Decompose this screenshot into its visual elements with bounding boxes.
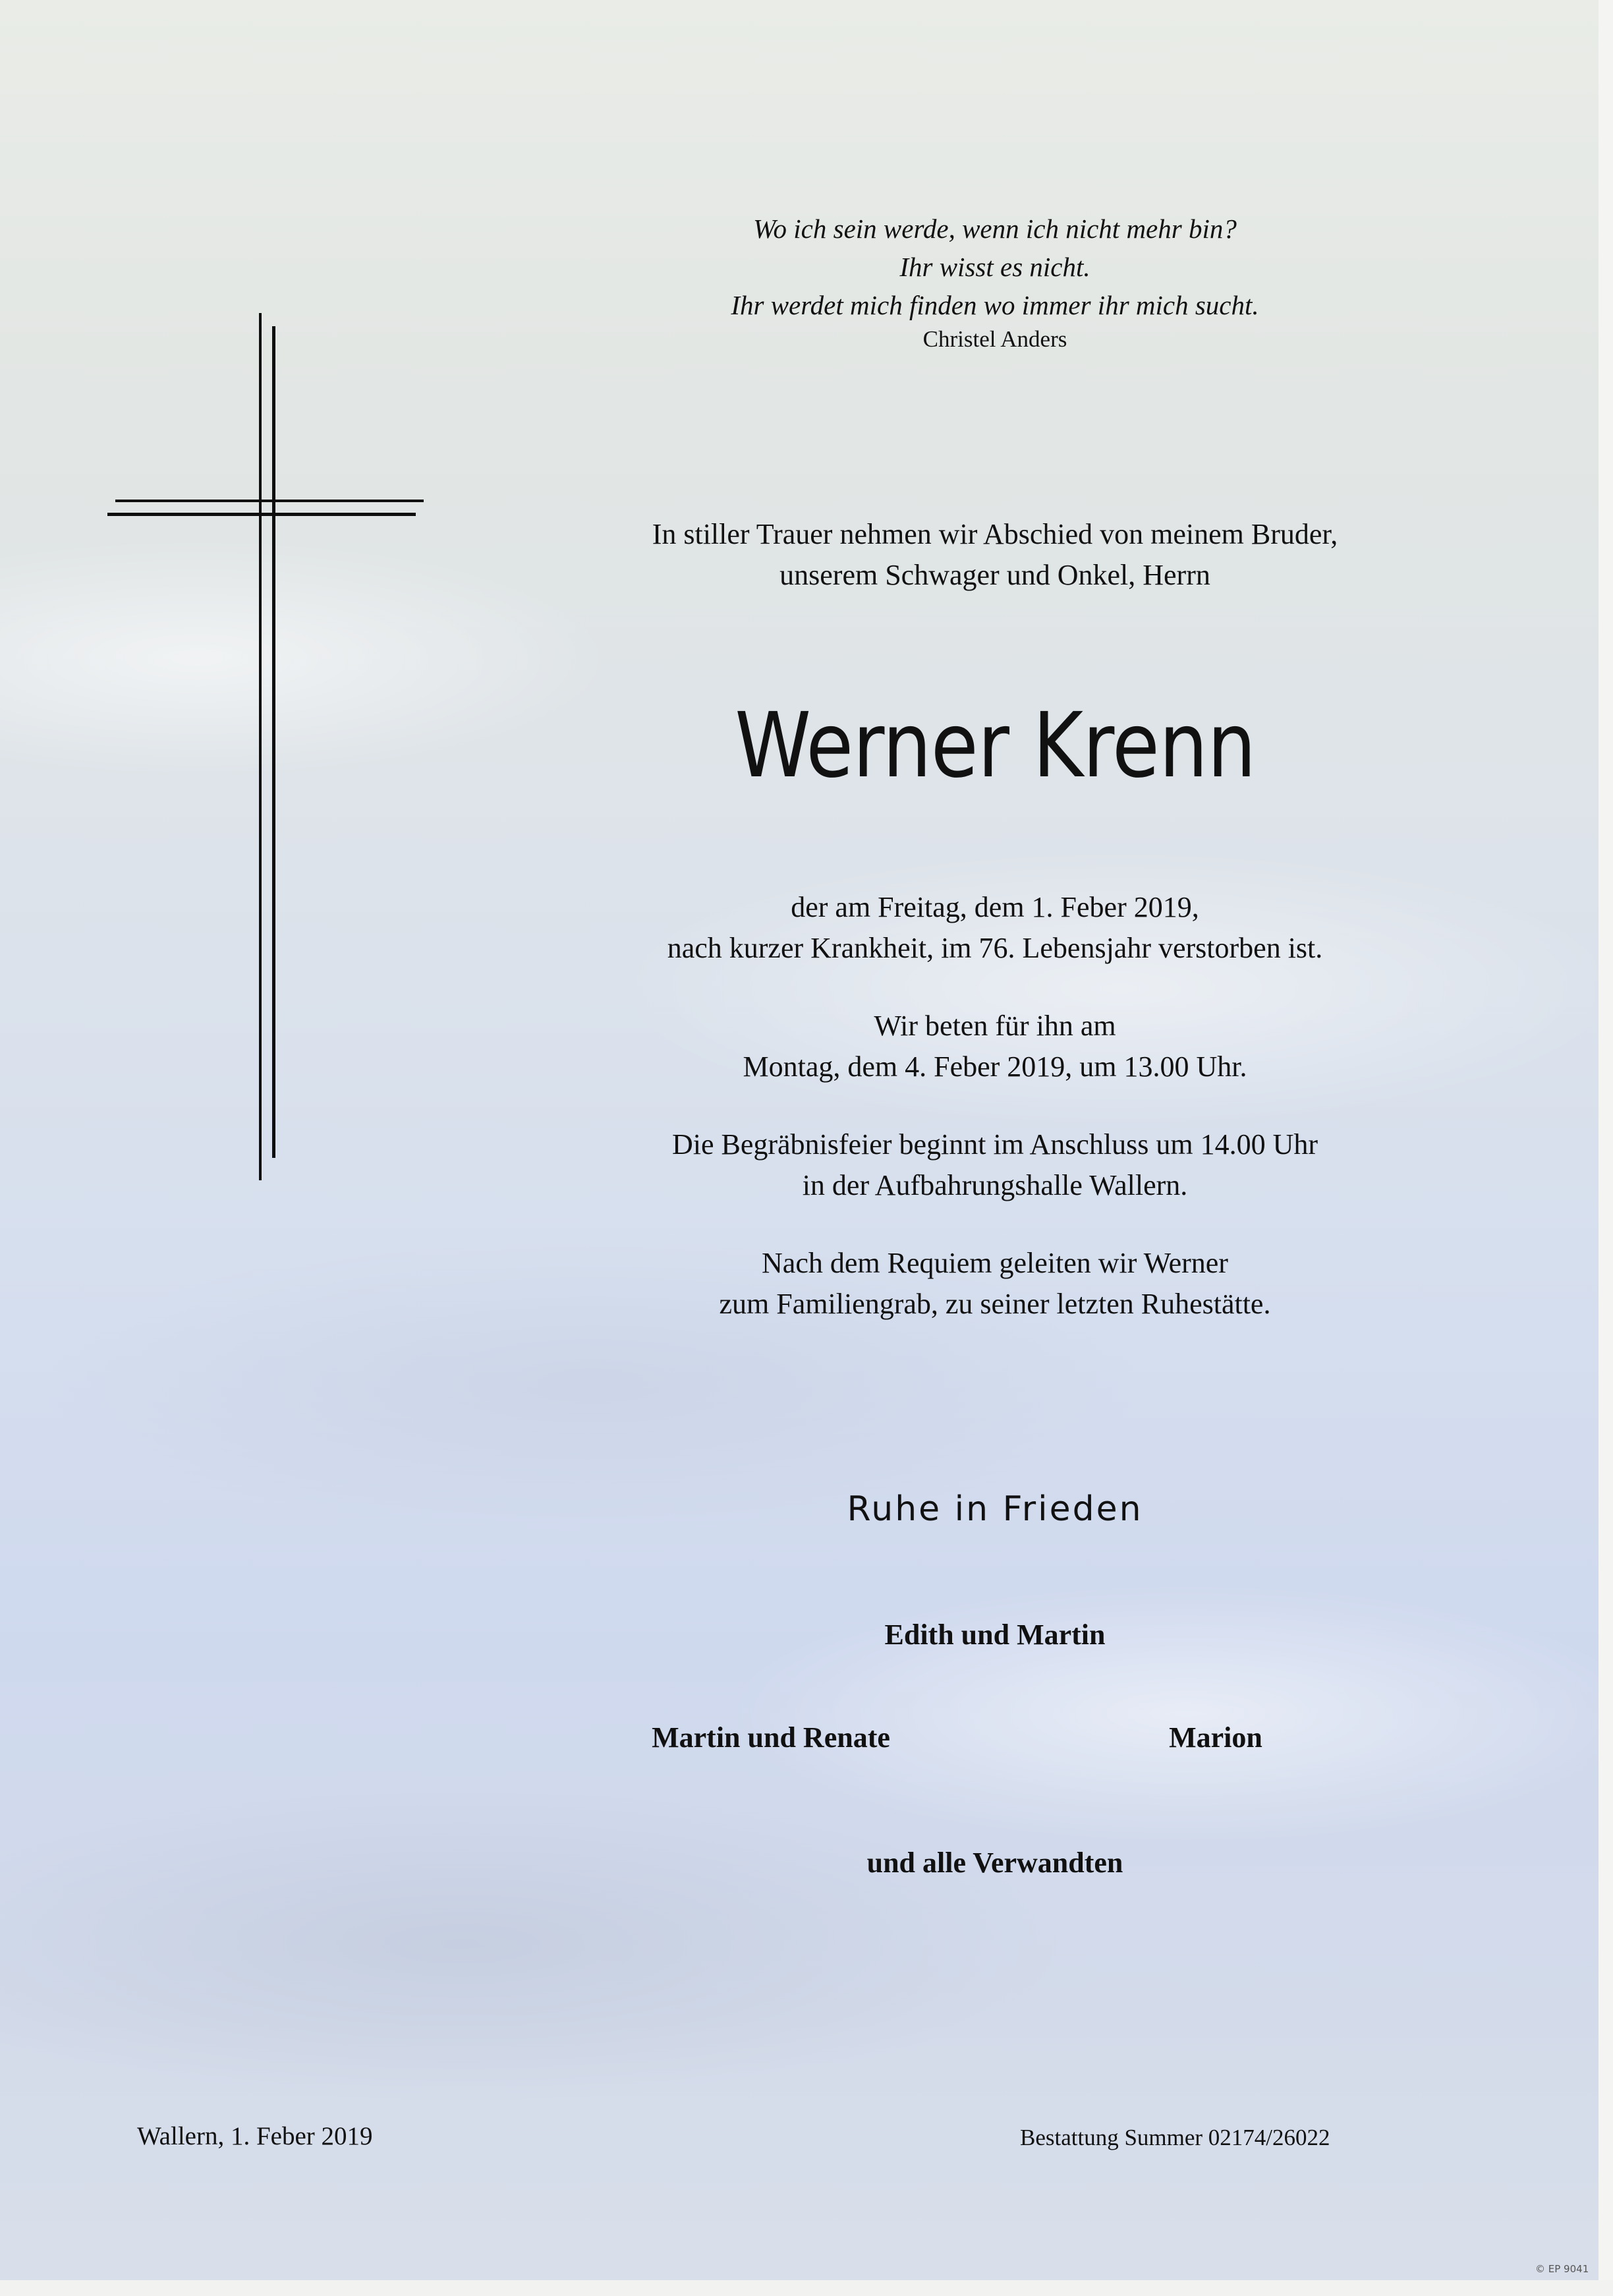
place-and-date: Wallern, 1. Feber 2019 <box>137 2122 373 2150</box>
rest-in-peace <box>514 1484 1476 1534</box>
detail-line: Wir beten für ihn am <box>874 1010 1116 1042</box>
undertaker-contact: Bestattung Summer 02174/26022 <box>1020 2125 1330 2150</box>
quote-line: Ihr werdet mich finden wo immer ihr mich sucht. <box>731 290 1259 320</box>
paper-edge-right <box>1599 0 1613 2296</box>
detail-line: zum Familiengrab, zu seiner letzten Ruhestätte. <box>719 1288 1271 1320</box>
deceased-name <box>514 693 1476 799</box>
quote-line: Ihr wisst es nicht. <box>899 252 1090 282</box>
quote-author: Christel Anders <box>922 326 1067 352</box>
announcement-intro <box>514 514 1476 596</box>
detail-line: in der Aufbahrungshalle Wallern. <box>802 1169 1188 1201</box>
detail-line: Die Begräbnisfeier beginnt im Anschluss um 14.00 Uhr <box>671 1128 1318 1161</box>
memorial-quote <box>514 210 1476 355</box>
mourner-left: Martin und Renate <box>652 1721 890 1754</box>
print-code: © EP 9041 <box>1535 2263 1589 2275</box>
detail-line: Nach dem Requiem geleiten wir Werner <box>762 1247 1228 1279</box>
detail-line: der am Freitag, dem 1. Feber 2019, <box>791 891 1199 923</box>
requiem-notice <box>514 1243 1476 1325</box>
paper-edge-bottom <box>0 2280 1613 2296</box>
funeral-notice <box>514 1124 1476 1206</box>
detail-line: Montag, dem 4. Feber 2019, um 13.00 Uhr. <box>743 1050 1247 1083</box>
detail-line: nach kurzer Krankheit, im 76. Lebensjahr verstorben ist. <box>667 932 1323 964</box>
mourner-last: und alle Verwandten <box>866 1847 1123 1879</box>
quote-line: Wo ich sein werde, wenn ich nicht mehr bin? <box>753 214 1237 244</box>
death-notice <box>514 887 1476 969</box>
intro-line: In stiller Trauer nehmen wir Abschied von meinem Bruder, <box>652 518 1338 550</box>
rest-in-peace-text: Ruhe in Frieden <box>847 1489 1143 1529</box>
mourner-right: Marion <box>1169 1721 1262 1754</box>
intro-line: unserem Schwager und Onkel, Herrn <box>779 559 1210 591</box>
funeral-details <box>514 887 1476 1362</box>
mourner-first: Edith und Martin <box>884 1619 1106 1651</box>
deceased-name-text: Werner Krenn <box>734 694 1256 798</box>
prayer-notice <box>514 1006 1476 1087</box>
